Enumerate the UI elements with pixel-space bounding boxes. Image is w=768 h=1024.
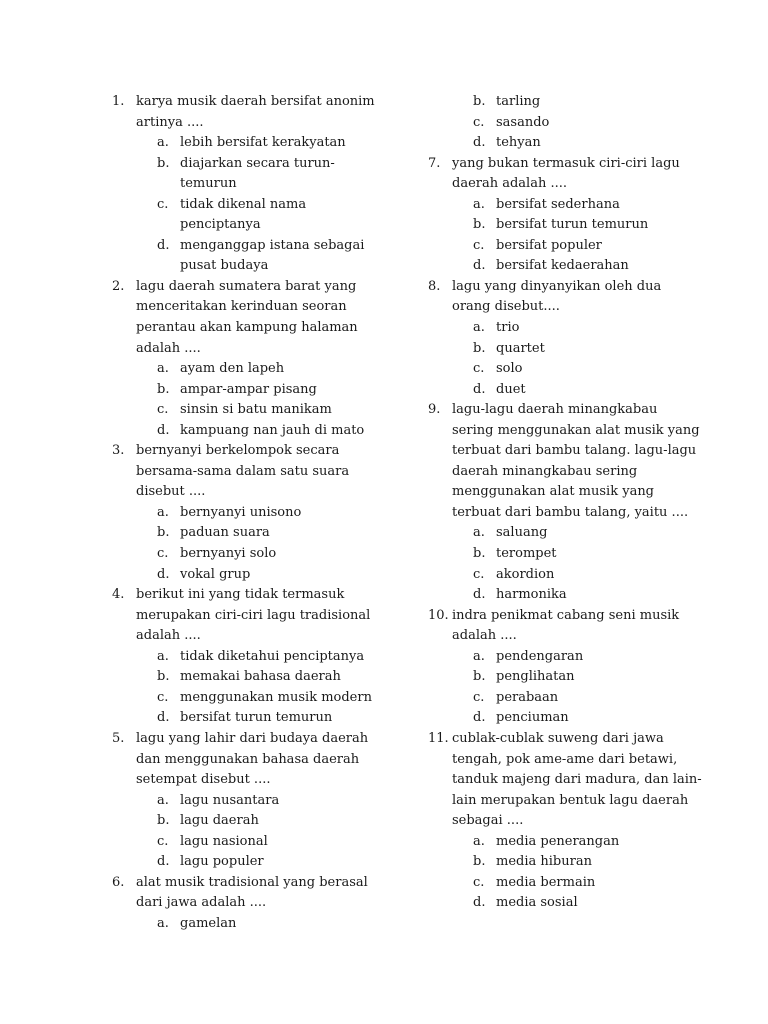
question-number: 8. <box>428 278 441 294</box>
question-text: artinya .... <box>136 114 204 130</box>
option-line <box>112 380 412 401</box>
question-line <box>428 791 728 812</box>
option-letter: b. <box>157 525 170 541</box>
answer-option <box>428 893 728 914</box>
question-number: 5. <box>112 730 125 746</box>
question-text: adalah .... <box>452 628 517 644</box>
right-column <box>428 92 728 914</box>
question-number: 1. <box>112 94 125 109</box>
answer-option <box>112 852 412 873</box>
answer-option <box>428 359 728 380</box>
question-text: disebut .... <box>136 484 206 500</box>
option-letter: d. <box>157 854 170 870</box>
question-line <box>112 606 412 627</box>
question-line <box>112 729 412 750</box>
option-text: diajarkan secara turun- <box>180 155 335 171</box>
answer-option <box>112 647 412 668</box>
option-letter: b. <box>157 381 170 397</box>
question-number: 11. <box>428 730 449 746</box>
question-number: 3. <box>112 443 125 459</box>
option-letter: d. <box>473 710 486 726</box>
question-item <box>112 873 412 935</box>
option-line <box>112 256 412 277</box>
answer-option <box>428 215 728 236</box>
answer-option <box>428 832 728 853</box>
answer-option <box>112 503 412 524</box>
option-line <box>112 852 412 873</box>
option-text: bernyanyi solo <box>180 546 277 562</box>
question-line <box>112 462 412 483</box>
question-item <box>428 277 728 400</box>
question-item <box>112 729 412 873</box>
question-line <box>112 750 412 771</box>
option-line <box>112 708 412 729</box>
option-text: tarling <box>496 94 541 109</box>
answer-option <box>428 585 728 606</box>
option-line <box>428 832 728 853</box>
question-text: cublak-cublak suweng dari jawa <box>452 730 664 746</box>
answer-option <box>112 195 412 236</box>
question-text: yang bukan termasuk ciri-ciri lagu <box>452 155 680 171</box>
question-line <box>112 277 412 298</box>
option-text: lebih bersifat kerakyatan <box>180 135 346 151</box>
option-letter: d. <box>473 587 486 603</box>
question-item <box>112 277 412 441</box>
option-line <box>428 708 728 729</box>
question-text: lagu yang dinyanyikan oleh dua <box>452 278 662 294</box>
question-item <box>428 154 728 277</box>
question-line <box>428 729 728 750</box>
option-line <box>112 523 412 544</box>
option-line <box>112 647 412 668</box>
option-line <box>428 565 728 586</box>
option-line <box>428 256 728 277</box>
option-letter: c. <box>157 196 169 212</box>
option-line <box>112 236 412 257</box>
option-line <box>112 154 412 175</box>
option-text: ampar-ampar pisang <box>180 381 317 397</box>
question-text: menceritakan kerinduan seoran <box>136 299 347 315</box>
answer-option <box>428 688 728 709</box>
option-text: bersifat turun temurun <box>180 710 333 726</box>
option-line <box>112 503 412 524</box>
question-line <box>112 113 412 134</box>
question-line <box>428 811 728 832</box>
option-text: bersifat populer <box>496 237 602 253</box>
answer-option <box>112 154 412 195</box>
question-item <box>428 400 728 605</box>
answer-option <box>112 400 412 421</box>
question-line <box>112 441 412 462</box>
option-line <box>112 133 412 154</box>
answer-option <box>112 236 412 277</box>
question-number: 6. <box>112 874 125 890</box>
option-text: ayam den lapeh <box>180 361 285 377</box>
option-letter: a. <box>473 525 485 541</box>
option-text: media bermain <box>496 874 596 890</box>
option-text: bernyanyi unisono <box>180 504 302 520</box>
option-letter: b. <box>473 217 486 233</box>
option-letter: d. <box>157 422 170 438</box>
option-line <box>112 565 412 586</box>
question-text: adalah .... <box>136 628 201 644</box>
option-text: bersifat kedaerahan <box>496 258 629 274</box>
option-text: bersifat turun temurun <box>496 217 649 233</box>
option-letter: a. <box>157 792 169 808</box>
option-letter: c. <box>473 361 485 377</box>
option-text: lagu daerah <box>180 813 259 829</box>
option-text: kampuang nan jauh di mato <box>180 422 365 438</box>
option-text: lagu nusantara <box>180 792 280 808</box>
option-line <box>428 113 728 134</box>
answer-option <box>112 832 412 853</box>
option-text: saluang <box>496 525 548 541</box>
option-line <box>428 92 728 113</box>
option-line <box>428 667 728 688</box>
question-text: daerah minangkabau sering <box>452 463 638 479</box>
option-letter: c. <box>473 114 485 130</box>
option-line <box>428 544 728 565</box>
option-letter: b. <box>473 340 486 356</box>
option-letter: d. <box>157 566 170 582</box>
option-line <box>428 873 728 894</box>
answer-option <box>428 708 728 729</box>
question-line <box>428 606 728 627</box>
option-line <box>112 174 412 195</box>
question-text: lain merupakan bentuk lagu daerah <box>452 792 689 808</box>
option-text: lagu nasional <box>180 833 268 849</box>
question-text: dan menggunakan bahasa daerah <box>136 751 360 767</box>
answer-option <box>112 133 412 154</box>
answer-option <box>112 811 412 832</box>
question-line <box>112 297 412 318</box>
question-text: bersama-sama dalam satu suara <box>136 463 350 479</box>
question-line <box>112 92 412 113</box>
option-line <box>428 523 728 544</box>
option-line <box>112 667 412 688</box>
question-text: terbuat dari bambu talang. lagu-lagu <box>452 443 697 459</box>
option-line <box>428 893 728 914</box>
question-text: adalah .... <box>136 340 201 356</box>
question-text: alat musik tradisional yang berasal <box>136 874 368 890</box>
option-line <box>428 359 728 380</box>
question-line <box>428 770 728 791</box>
question-line <box>428 174 728 195</box>
option-line <box>428 236 728 257</box>
answer-option <box>428 339 728 360</box>
answer-option <box>112 359 412 380</box>
answer-option <box>428 852 728 873</box>
question-text: indra penikmat cabang seni musik <box>452 607 680 623</box>
option-line <box>112 811 412 832</box>
question-text: sering menggunakan alat musik yang <box>452 422 700 438</box>
option-letter: d. <box>473 258 486 274</box>
question-text: daerah adalah .... <box>452 176 568 192</box>
option-letter: b. <box>157 155 170 171</box>
question-line <box>428 297 728 318</box>
question-number: 9. <box>428 402 441 418</box>
option-text: penglihatan <box>496 669 575 685</box>
option-letter: c. <box>157 402 169 418</box>
option-letter: b. <box>157 669 170 685</box>
question-line <box>428 277 728 298</box>
answer-option <box>428 113 728 134</box>
answer-option <box>112 544 412 565</box>
question-text: setempat disebut .... <box>136 772 271 788</box>
option-letter: d. <box>473 895 486 911</box>
option-letter: c. <box>157 689 169 705</box>
question-text: lagu daerah sumatera barat yang <box>136 278 357 294</box>
question-item <box>112 585 412 729</box>
question-line <box>428 400 728 421</box>
question-text: tengah, pok ame-ame dari betawi, <box>452 751 678 767</box>
question-item <box>428 729 728 914</box>
option-line <box>112 791 412 812</box>
option-line <box>428 688 728 709</box>
question-text: orang disebut.... <box>452 299 560 315</box>
question-line <box>112 893 412 914</box>
question-line <box>112 770 412 791</box>
option-line <box>112 195 412 216</box>
option-text: trio <box>496 320 520 336</box>
option-letter: d. <box>157 237 170 253</box>
option-text: media sosial <box>496 895 578 911</box>
option-letter: a. <box>473 648 485 664</box>
question-line <box>428 482 728 503</box>
question-number: 4. <box>112 587 125 603</box>
option-letter: d. <box>157 710 170 726</box>
question-text: terbuat dari bambu talang, yaitu .... <box>452 504 689 520</box>
option-letter: a. <box>473 833 485 849</box>
option-text: solo <box>496 361 523 377</box>
question-line <box>428 462 728 483</box>
answer-option <box>112 688 412 709</box>
answer-option <box>428 318 728 339</box>
option-text: media hiburan <box>496 854 592 870</box>
option-letter: c. <box>473 237 485 253</box>
option-text: gamelan <box>180 915 237 931</box>
question-text: karya musik daerah bersifat anonim <box>136 94 375 109</box>
question-text: perantau akan kampung halaman <box>136 320 358 336</box>
question-text: merupakan ciri-ciri lagu tradisional <box>136 607 371 623</box>
question-text: bernyanyi berkelompok secara <box>136 443 340 459</box>
question-line <box>112 339 412 360</box>
option-letter: a. <box>157 504 169 520</box>
answer-option <box>428 92 728 113</box>
option-text: perabaan <box>496 689 559 705</box>
answer-option <box>112 523 412 544</box>
answer-option <box>428 523 728 544</box>
answer-option <box>428 565 728 586</box>
option-line <box>428 339 728 360</box>
answer-option <box>112 708 412 729</box>
option-letter: b. <box>473 94 486 109</box>
option-line <box>428 380 728 401</box>
answer-option <box>112 791 412 812</box>
question-text: menggunakan alat musik yang <box>452 484 655 500</box>
question-text: dari jawa adalah .... <box>136 895 267 911</box>
answer-option <box>428 236 728 257</box>
option-text: penciuman <box>496 710 569 726</box>
question-line <box>112 626 412 647</box>
option-text: lagu populer <box>180 854 264 870</box>
option-text: akordion <box>496 566 555 582</box>
question-number: 7. <box>428 155 441 171</box>
option-letter: b. <box>473 854 486 870</box>
option-letter: b. <box>157 813 170 829</box>
option-text: temurun <box>180 176 237 192</box>
option-letter: b. <box>473 669 486 685</box>
answer-option <box>112 667 412 688</box>
option-text: tehyan <box>496 135 541 151</box>
question-line <box>428 626 728 647</box>
option-letter: a. <box>473 196 485 212</box>
option-line <box>112 688 412 709</box>
option-line <box>112 400 412 421</box>
question-item <box>112 441 412 585</box>
option-letter: a. <box>473 320 485 336</box>
option-letter: c. <box>157 546 169 562</box>
option-letter: d. <box>473 135 486 151</box>
option-text: terompet <box>496 546 557 562</box>
option-text: media penerangan <box>496 833 620 849</box>
option-text: paduan suara <box>180 525 270 541</box>
option-text: tidak dikenal nama <box>180 196 307 212</box>
question-line <box>428 441 728 462</box>
question-line <box>428 750 728 771</box>
question-line <box>112 873 412 894</box>
option-line <box>428 647 728 668</box>
option-line <box>112 359 412 380</box>
option-text: sasando <box>496 114 550 130</box>
question-item <box>428 606 728 729</box>
option-letter: c. <box>473 874 485 890</box>
option-line <box>428 585 728 606</box>
option-line <box>428 852 728 873</box>
question-text: berikut ini yang tidak termasuk <box>136 587 345 603</box>
option-line <box>112 421 412 442</box>
answer-option <box>428 256 728 277</box>
question-number: 2. <box>112 278 125 294</box>
option-text: memakai bahasa daerah <box>180 669 341 685</box>
option-line <box>112 215 412 236</box>
question-item <box>112 92 412 277</box>
question-text: sebagai .... <box>452 813 524 829</box>
question-item <box>428 92 728 154</box>
question-line <box>112 482 412 503</box>
option-letter: a. <box>157 361 169 377</box>
question-line <box>428 421 728 442</box>
answer-option <box>112 565 412 586</box>
option-line <box>428 133 728 154</box>
answer-option <box>428 667 728 688</box>
option-text: penciptanya <box>180 217 261 233</box>
option-text: pendengaran <box>496 648 584 664</box>
answer-option <box>112 914 412 935</box>
question-line <box>428 503 728 524</box>
option-line <box>428 215 728 236</box>
answer-option <box>112 380 412 401</box>
answer-option <box>428 195 728 216</box>
option-letter: a. <box>157 915 169 931</box>
question-text: lagu-lagu daerah minangkabau <box>452 402 658 418</box>
question-line <box>112 585 412 606</box>
option-text: menganggap istana sebagai <box>180 237 365 253</box>
option-text: sinsin si batu manikam <box>180 402 332 418</box>
option-line <box>112 544 412 565</box>
option-line <box>428 318 728 339</box>
option-text: bersifat sederhana <box>496 196 620 212</box>
option-text: pusat budaya <box>180 258 269 274</box>
option-letter: a. <box>157 135 169 151</box>
question-line <box>112 318 412 339</box>
option-text: harmonika <box>496 587 567 603</box>
option-letter: c. <box>157 833 169 849</box>
answer-option <box>428 380 728 401</box>
option-letter: a. <box>157 648 169 664</box>
option-text: vokal grup <box>180 566 251 582</box>
question-line <box>428 154 728 175</box>
option-line <box>428 195 728 216</box>
option-line <box>112 832 412 853</box>
question-number: 10. <box>428 607 449 623</box>
option-letter: c. <box>473 689 485 705</box>
answer-option <box>428 544 728 565</box>
option-text: quartet <box>496 340 545 356</box>
left-column <box>112 92 412 934</box>
answer-option <box>428 133 728 154</box>
question-text: lagu yang lahir dari budaya daerah <box>136 730 369 746</box>
option-letter: d. <box>473 381 486 397</box>
option-line <box>112 914 412 935</box>
option-letter: b. <box>473 546 486 562</box>
answer-option <box>112 421 412 442</box>
worksheet-page <box>0 92 768 992</box>
question-text: tanduk majeng dari madura, dan lain- <box>452 772 702 788</box>
option-letter: c. <box>473 566 485 582</box>
option-text: duet <box>496 381 526 397</box>
answer-option <box>428 647 728 668</box>
answer-option <box>428 873 728 894</box>
option-text: tidak diketahui penciptanya <box>180 648 365 664</box>
option-text: menggunakan musik modern <box>180 689 372 705</box>
